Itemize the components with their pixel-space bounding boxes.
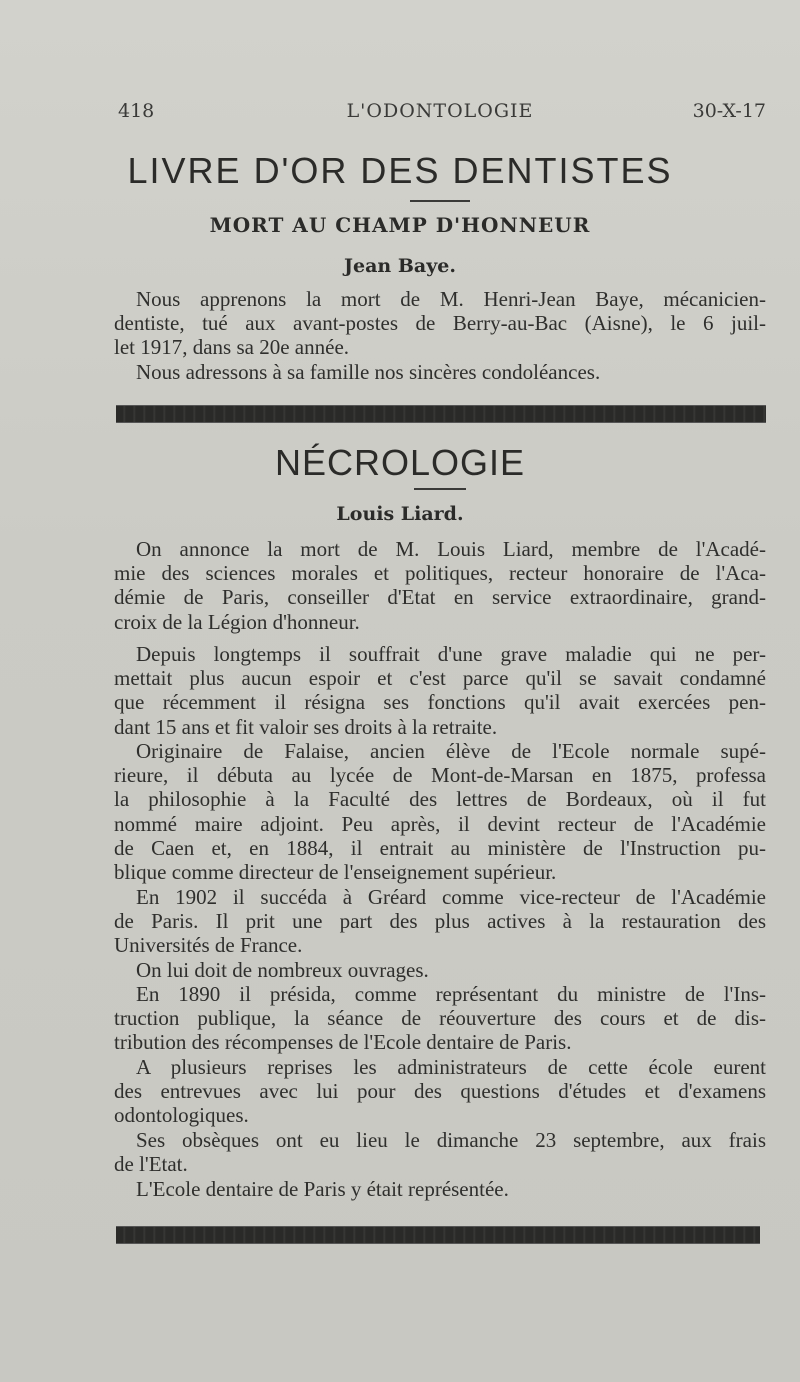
text-line: tribution des récompenses de l'Ecole dentaire de Paris. [114, 1030, 572, 1055]
text-line: Nous adressons à sa famille nos sincères condoléances. [136, 360, 601, 384]
baye-paragraph-2 [114, 360, 766, 384]
title-underline [410, 200, 470, 202]
text-line: dentiste, tué aux avant-postes de Berry-au-Bac (Aisne), le 6 juil- [114, 311, 766, 336]
liard-paragraph-1 [114, 537, 766, 634]
text-line: Depuis longtemps il souffrait d'une grave maladie qui ne per- [136, 642, 766, 666]
text-line: mettait plus aucun espoir et c'est parce qu'il se savait condamné [114, 666, 766, 691]
text-line: que récemment il résigna ses fonctions qu'il avait exercées pen- [114, 690, 766, 715]
text-line: On lui doit de nombreux ouvrages. [136, 958, 429, 982]
text-line: des entrevues avec lui pour des questions d'études et d'examens [114, 1079, 766, 1104]
text-line: rieure, il débuta au lycée de Mont-de-Marsan en 1875, professa [114, 763, 766, 788]
text-line: démie de Paris, conseiller d'Etat en service extraordinaire, grand- [114, 585, 766, 610]
text-line: de l'Etat. [114, 1152, 188, 1177]
text-line: let 1917, dans sa 20e année. [114, 335, 350, 360]
text-line: la philosophie à la Faculté des lettres de Bordeaux, où il fut [114, 787, 766, 812]
liard-paragraph-2 [114, 642, 766, 739]
liard-paragraph-7 [114, 1055, 766, 1128]
text-line: blique comme directeur de l'enseignement supérieur. [114, 860, 557, 885]
text-line: Ses obsèques ont eu lieu le dimanche 23 septembre, aux frais [136, 1128, 766, 1152]
text-line: Universités de France. [114, 933, 303, 958]
baye-paragraph-1 [114, 287, 766, 360]
text-line: Originaire de Falaise, ancien élève de l'Ecole normale supé- [136, 739, 766, 763]
text-line: dant 15 ans et fit valoir ses droits à la retraite. [114, 714, 498, 739]
section-divider [116, 405, 766, 423]
section-subtitle: MORT AU CHAMP D'HONNEUR [209, 213, 591, 237]
section-title-necrologie: NÉCROLOGIE [274, 442, 526, 483]
text-line: L'Ecole dentaire de Paris y était représentée. [136, 1177, 509, 1201]
text-line: de Caen et, en 1884, il entrait au ministère de l'Instruction pu- [114, 835, 766, 860]
text-line: A plusieurs reprises les administrateurs de cette école eurent [136, 1055, 766, 1079]
text-line: mie des sciences morales et politiques, recteur honoraire de l'Aca- [114, 561, 766, 586]
text-line: odontologiques. [114, 1103, 249, 1128]
text-line: nommé maire adjoint. Peu après, il devint recteur de l'Académie [114, 811, 766, 836]
liard-paragraph-4 [114, 885, 766, 958]
deceased-name-baye: Jean Baye. [344, 255, 456, 277]
section-title-livre-dor: LIVRE D'OR DES DENTISTES [127, 150, 673, 191]
section-divider [116, 1226, 760, 1244]
text-line: En 1890 il présida, comme représentant du ministre de l'Ins- [136, 982, 766, 1006]
deceased-name-liard: Louis Liard. [336, 503, 464, 525]
liard-paragraph-9 [114, 1177, 766, 1201]
text-line: croix de la Légion d'honneur. [114, 609, 360, 634]
liard-paragraph-3 [114, 739, 766, 884]
title-underline [414, 488, 466, 490]
text-line: truction publique, la séance de réouverture des cours et de dis- [114, 1006, 766, 1031]
issue-date: 30-X-17 [692, 100, 766, 122]
running-header [112, 100, 768, 126]
journal-title: L'ODONTOLOGIE [346, 100, 534, 122]
text-line: de Paris. Il prit une part des plus actives à la restauration des [114, 909, 766, 934]
liard-paragraph-8 [114, 1128, 766, 1176]
liard-paragraph-6 [114, 982, 766, 1055]
text-line: On annonce la mort de M. Louis Liard, membre de l'Acadé- [136, 537, 766, 561]
text-line: Nous apprenons la mort de M. Henri-Jean Baye, mécanicien- [136, 287, 766, 311]
liard-paragraph-5 [114, 958, 766, 982]
page-number: 418 [118, 100, 155, 122]
text-line: En 1902 il succéda à Gréard comme vice-recteur de l'Académie [136, 885, 766, 909]
